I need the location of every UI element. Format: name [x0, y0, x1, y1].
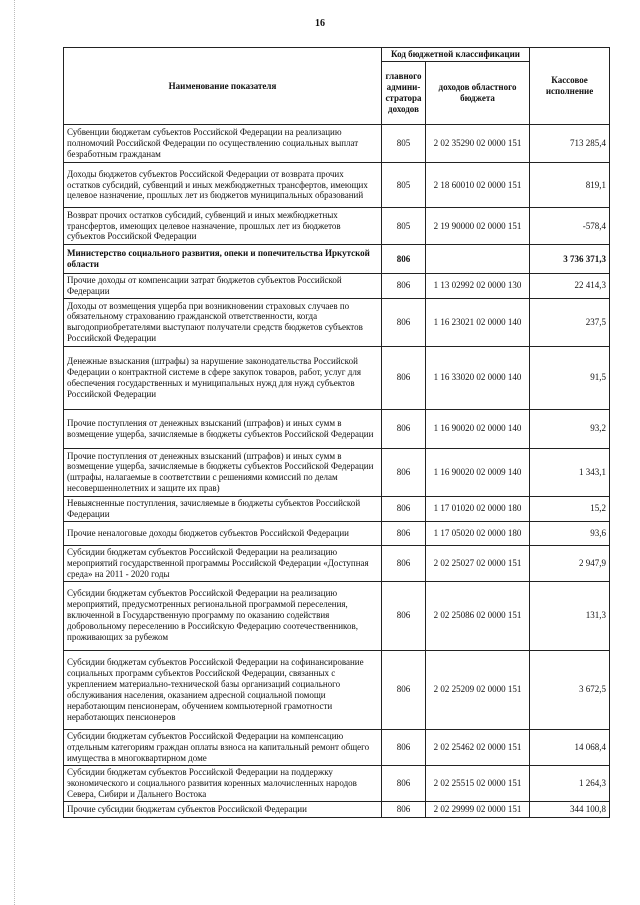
row-name: Доходы бюджетов субъектов Российской Федерации от возврата прочих остатков субсидий, субвенций и иных межбюджетных трансфертов, имеющих целевое назначение, прошлых лет из бюджетов муниципальных образований: [64, 163, 382, 208]
table-row: [64, 581, 610, 650]
row-income-code: [426, 245, 530, 274]
row-admin-code: 806: [382, 346, 426, 409]
page-number: 16: [315, 18, 325, 29]
table-row: [64, 496, 610, 521]
row-admin-code: 806: [382, 765, 426, 801]
row-amount: 15,2: [530, 496, 610, 521]
row-income-code: 2 02 25086 02 0000 151: [426, 581, 530, 650]
row-admin-code: 806: [382, 801, 426, 817]
row-amount: 2 947,9: [530, 545, 610, 581]
row-name: Субсидии бюджетам субъектов Российской Федерации на реализацию мероприятий, предусмотренных региональной программой переселения, включенной в Государственную программу по оказанию содействия добровольному переселению в Российскую Федерацию соотечественников, проживающих за рубежом: [64, 581, 382, 650]
row-name: Субсидии бюджетам субъектов Российской Федерации на реализацию мероприятий государственной программы Российской Федерации «Доступная среда» на 2011 - 2020 годы: [64, 545, 382, 581]
row-name: Прочие поступления от денежных взысканий (штрафов) и иных сумм в возмещение ущерба, зачисляемые в бюджеты субъектов Российской Федерации (штрафы, налагаемые в соответствии с решениями комиссий по делам несовершеннолетних и защите их прав): [64, 448, 382, 496]
row-income-code: 1 17 05020 02 0000 180: [426, 521, 530, 545]
table-row: [64, 245, 610, 274]
row-income-code: 1 16 23021 02 0000 140: [426, 298, 530, 346]
row-amount: 93,2: [530, 409, 610, 448]
table-row: [64, 801, 610, 817]
table-row: [64, 208, 610, 245]
table-row: [64, 409, 610, 448]
row-amount: 91,5: [530, 346, 610, 409]
table-row: [64, 163, 610, 208]
row-admin-code: 806: [382, 409, 426, 448]
row-amount: 3 672,5: [530, 650, 610, 729]
table-row: [64, 125, 610, 163]
row-admin-code: 805: [382, 163, 426, 208]
row-name: Министерство социального развития, опеки и попечительства Иркутской области: [64, 245, 382, 274]
row-admin-code: 806: [382, 545, 426, 581]
row-admin-code: 806: [382, 581, 426, 650]
row-amount: 3 736 371,3: [530, 245, 610, 274]
row-admin-code: 806: [382, 274, 426, 299]
row-income-code: 1 16 90020 02 0000 140: [426, 409, 530, 448]
row-name: Прочие доходы от компенсации затрат бюджетов субъектов Российской Федерации: [64, 274, 382, 299]
row-amount: 237,5: [530, 298, 610, 346]
row-income-code: 2 02 35290 02 0000 151: [426, 125, 530, 163]
header-name: Наименование показателя: [64, 48, 382, 125]
row-amount: 131,3: [530, 581, 610, 650]
row-admin-code: 806: [382, 650, 426, 729]
row-income-code: 2 02 29999 02 0000 151: [426, 801, 530, 817]
row-amount: 1 343,1: [530, 448, 610, 496]
row-name: Денежные взыскания (штрафы) за нарушение законодательства Российской Федерации о контрактной системе в сфере закупок товаров, работ, услуг для обеспечения государственных и муниципальных нужд для нужд субъектов Российской Федерации: [64, 346, 382, 409]
row-admin-code: 806: [382, 298, 426, 346]
table-row: [64, 298, 610, 346]
header-income-code: доходов областного бюджета: [426, 62, 530, 125]
row-income-code: 2 02 25462 02 0000 151: [426, 729, 530, 765]
row-admin-code: 805: [382, 208, 426, 245]
row-income-code: 1 13 02992 02 0000 130: [426, 274, 530, 299]
row-income-code: 2 19 90000 02 0000 151: [426, 208, 530, 245]
table-row: [64, 729, 610, 765]
row-name: Прочие субсидии бюджетам субъектов Российской Федерации: [64, 801, 382, 817]
header-code-group: Код бюджетной классификации: [382, 48, 530, 62]
row-name: Возврат прочих остатков субсидий, субвенций и иных межбюджетных трансфертов, имеющих целевое назначение, прошлых лет из бюджетов субъектов Российской Федерации: [64, 208, 382, 245]
table-row: [64, 448, 610, 496]
row-name: Невыясненные поступления, зачисляемые в бюджеты субъектов Российской Федерации: [64, 496, 382, 521]
row-amount: 344 100,8: [530, 801, 610, 817]
row-admin-code: 805: [382, 125, 426, 163]
row-amount: 93,6: [530, 521, 610, 545]
budget-table: [63, 47, 610, 818]
row-name: Субсидии бюджетам субъектов Российской Федерации на поддержку экономического и социального развития коренных малочисленных народов Севера, Сибири и Дальнего Востока: [64, 765, 382, 801]
table-row: [64, 521, 610, 545]
row-admin-code: 806: [382, 521, 426, 545]
scan-edge: [14, 0, 15, 905]
row-name: Субсидии бюджетам субъектов Российской Федерации на компенсацию отдельным категориям граждан оплаты взноса на капитальный ремонт общего имущества в многоквартирном доме: [64, 729, 382, 765]
row-name: Прочие поступления от денежных взысканий (штрафов) и иных сумм в возмещение ущерба, зачисляемые в бюджеты субъектов Российской Федерации: [64, 409, 382, 448]
header-admin: главного админи-стратора доходов: [382, 62, 426, 125]
row-amount: 713 285,4: [530, 125, 610, 163]
row-amount: 14 068,4: [530, 729, 610, 765]
row-income-code: 2 02 25515 02 0000 151: [426, 765, 530, 801]
row-amount: 1 264,3: [530, 765, 610, 801]
row-name: Субвенции бюджетам субъектов Российской Федерации на реализацию полномочий Российской Федерации по осуществлению социальных выплат безработным гражданам: [64, 125, 382, 163]
table-row: [64, 274, 610, 299]
row-admin-code: 806: [382, 245, 426, 274]
table-row: [64, 765, 610, 801]
row-name: Доходы от возмещения ущерба при возникновении страховых случаев по обязательному страхованию гражданской ответственности, когда выгодоприобретателями выступают получатели средств бюджетов субъектов Российской Федерации: [64, 298, 382, 346]
row-income-code: 2 02 25027 02 0000 151: [426, 545, 530, 581]
row-income-code: 1 16 33020 02 0000 140: [426, 346, 530, 409]
table-row: [64, 346, 610, 409]
row-amount: -578,4: [530, 208, 610, 245]
row-name: Субсидии бюджетам субъектов Российской Федерации на софинансирование социальных программ субъектов Российской Федерации, связанных с укреплением материально-технической базы организаций социального обслуживания населения, оказанием адресной социальной помощи неработающим пенсионерам, обучением компьютерной грамотности неработающих пенсионеров: [64, 650, 382, 729]
table-body: [64, 125, 610, 818]
row-amount: 819,1: [530, 163, 610, 208]
row-admin-code: 806: [382, 448, 426, 496]
row-name: Прочие неналоговые доходы бюджетов субъектов Российской Федерации: [64, 521, 382, 545]
row-income-code: 1 17 01020 02 0000 180: [426, 496, 530, 521]
row-admin-code: 806: [382, 496, 426, 521]
row-income-code: 2 02 25209 02 0000 151: [426, 650, 530, 729]
row-amount: 22 414,3: [530, 274, 610, 299]
table-row: [64, 545, 610, 581]
row-income-code: 2 18 60010 02 0000 151: [426, 163, 530, 208]
table-row: [64, 650, 610, 729]
row-admin-code: 806: [382, 729, 426, 765]
header-amount: Кассовое исполнение: [530, 48, 610, 125]
row-income-code: 1 16 90020 02 0009 140: [426, 448, 530, 496]
